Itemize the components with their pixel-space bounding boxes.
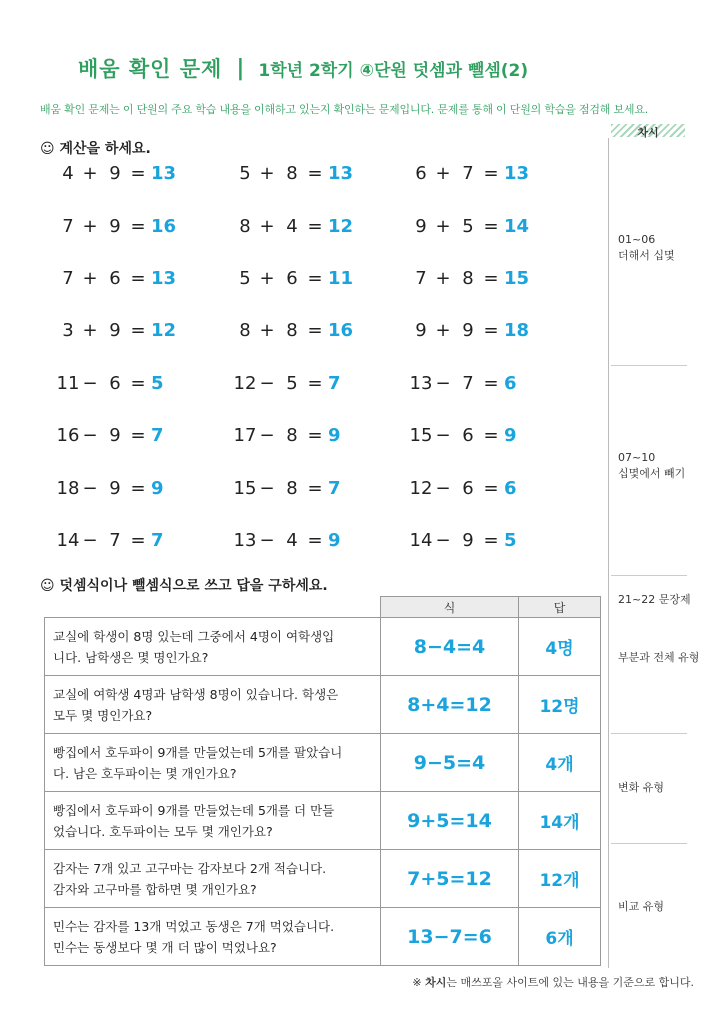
answer-cell: 14개 [519, 792, 601, 850]
equals-sign: = [130, 268, 146, 289]
answer-value: 6 [504, 373, 517, 394]
equals-sign: = [307, 530, 323, 551]
intro-text: 배움 확인 문제는 이 단원의 주요 학습 내용을 이해하고 있는지 확인하는 문제입니다. 문제를 통해 이 단원의 학습을 점검해 보세요. [40, 103, 649, 116]
operand-b: 8 [286, 320, 298, 341]
operand-b: 7 [462, 373, 474, 394]
question-line: 감자와 고구마를 합하면 몇 개인가요? [53, 881, 257, 897]
operator: − [82, 478, 98, 499]
operand-b: 9 [462, 320, 474, 341]
sidebar-section-code: 01~06 [618, 233, 656, 246]
operator: + [435, 268, 451, 289]
equals-sign: = [130, 478, 146, 499]
operand-b: 9 [109, 478, 121, 499]
formula-cell: 7+5=12 [381, 850, 519, 908]
formula-cell: 13−7=6 [381, 908, 519, 966]
equals-sign: = [483, 320, 499, 341]
page-header [78, 50, 528, 86]
table-row [45, 676, 601, 734]
equals-sign: = [130, 530, 146, 551]
question-line: 빵집에서 호두파이 9개를 만들었는데 5개를 팔았습니 [53, 744, 343, 760]
question-line: 민수는 감자를 13개 먹었고 동생은 7개 먹었습니다. [53, 918, 335, 934]
equals-sign: = [307, 320, 323, 341]
sidebar-divider [608, 138, 609, 968]
question-cell [45, 908, 381, 966]
table-row [45, 734, 601, 792]
operator: + [259, 268, 275, 289]
answer-value: 9 [328, 530, 341, 551]
operand-a: 3 [62, 320, 74, 341]
operand-b: 9 [109, 320, 121, 341]
answer-cell: 4개 [519, 734, 601, 792]
operand-a: 4 [62, 163, 74, 184]
answer-value: 11 [328, 268, 354, 289]
operand-a: 15 [233, 478, 257, 499]
table-header-formula: 식 [381, 597, 519, 618]
operator: − [82, 530, 98, 551]
sidebar-section-name: 십몇에서 빼기 [618, 467, 686, 480]
operand-a: 18 [56, 478, 80, 499]
table-row [45, 850, 601, 908]
question-line: 니다. 남학생은 몇 명인가요? [53, 649, 209, 665]
question-cell [45, 850, 381, 908]
equals-sign: = [307, 268, 323, 289]
answer-cell: 12명 [519, 676, 601, 734]
answer-value: 9 [504, 425, 517, 446]
answer-value: 6 [504, 478, 517, 499]
sidebar-section-divider [611, 575, 687, 576]
operator: + [259, 216, 275, 237]
formula-cell: 9+5=14 [381, 792, 519, 850]
operand-a: 12 [233, 373, 257, 394]
operator: + [435, 163, 451, 184]
equals-sign: = [130, 373, 146, 394]
sidebar-section-divider [611, 733, 687, 734]
question-line: 빵집에서 호두파이 9개를 만들었는데 5개를 더 만들 [53, 802, 335, 818]
word-problem-table [44, 596, 601, 966]
question-cell [45, 618, 381, 676]
footnote-text: 는 매쓰포올 사이트에 있는 내용을 기준으로 합니다. [446, 976, 694, 989]
operand-b: 6 [109, 268, 121, 289]
question-line: 모두 몇 명인가요? [53, 707, 153, 723]
formula-cell: 8−4=4 [381, 618, 519, 676]
answer-value: 13 [151, 163, 177, 184]
section-heading-word: ☺ 덧셈식이나 뺄셈식으로 쓰고 답을 구하세요. [40, 578, 328, 594]
question-line: 다. 남은 호두파이는 몇 개인가요? [53, 765, 237, 781]
answer-cell: 4명 [519, 618, 601, 676]
operand-a: 5 [239, 163, 251, 184]
answer-value: 14 [504, 216, 530, 237]
sidebar-title: 차시 [637, 126, 659, 139]
operand-b: 8 [286, 478, 298, 499]
equals-sign: = [130, 320, 146, 341]
equals-sign: = [483, 478, 499, 499]
question-line: 교실에 학생이 8명 있는데 그중에서 4명이 여학생입 [53, 628, 335, 644]
answer-value: 9 [151, 478, 164, 499]
equals-sign: = [307, 373, 323, 394]
table-row [45, 618, 601, 676]
equals-sign: = [307, 478, 323, 499]
sidebar-section-5 [618, 899, 664, 915]
equals-sign: = [307, 425, 323, 446]
sidebar-section-name: 더해서 십몇 [618, 249, 675, 262]
operator: − [435, 373, 451, 394]
operator: + [435, 216, 451, 237]
equals-sign: = [307, 163, 323, 184]
answer-value: 15 [504, 268, 530, 289]
answer-value: 7 [328, 478, 341, 499]
answer-cell: 6개 [519, 908, 601, 966]
operand-b: 5 [462, 216, 474, 237]
answer-value: 18 [504, 320, 530, 341]
equals-sign: = [483, 163, 499, 184]
footnote-prefix: ※ [412, 976, 426, 989]
operand-b: 4 [286, 216, 298, 237]
operator: − [259, 373, 275, 394]
answer-value: 12 [151, 320, 177, 341]
table-row [45, 792, 601, 850]
sidebar-section-2 [618, 450, 685, 482]
operand-a: 17 [233, 425, 257, 446]
operand-b: 5 [286, 373, 298, 394]
equals-sign: = [307, 216, 323, 237]
sidebar-section-3 [618, 592, 699, 666]
sidebar-section-code: 07~10 [618, 451, 656, 464]
sidebar-section-code: 21~22 문장제 [618, 593, 691, 606]
sidebar-section-name: 비교 유형 [618, 900, 665, 913]
equals-sign: = [483, 216, 499, 237]
operand-a: 8 [239, 216, 251, 237]
question-line: 감자는 7개 있고 고구마는 감자보다 2개 적습니다. [53, 860, 327, 876]
question-line: 교실에 여학생 4명과 남학생 8명이 있습니다. 학생은 [53, 686, 339, 702]
sidebar-section-name: 부분과 전체 유형 [618, 651, 700, 664]
operand-b: 6 [109, 373, 121, 394]
title-separator: | [236, 55, 245, 81]
footnote-bold: 차시 [425, 976, 447, 989]
operand-b: 7 [462, 163, 474, 184]
sidebar-section-divider [611, 365, 687, 366]
answer-value: 13 [504, 163, 530, 184]
answer-value: 16 [328, 320, 354, 341]
operand-a: 9 [415, 216, 427, 237]
operand-a: 15 [409, 425, 433, 446]
operand-a: 12 [409, 478, 433, 499]
operator: − [435, 425, 451, 446]
operator: − [259, 478, 275, 499]
equals-sign: = [130, 216, 146, 237]
table-row [45, 908, 601, 966]
operand-a: 7 [62, 268, 74, 289]
operand-a: 16 [56, 425, 80, 446]
answer-value: 7 [328, 373, 341, 394]
operand-b: 9 [109, 163, 121, 184]
operand-b: 8 [462, 268, 474, 289]
table-header-blank [45, 597, 381, 618]
operand-a: 14 [56, 530, 80, 551]
equals-sign: = [483, 530, 499, 551]
answer-value: 12 [328, 216, 354, 237]
operator: + [82, 268, 98, 289]
operand-b: 8 [286, 425, 298, 446]
question-cell [45, 792, 381, 850]
operand-b: 9 [109, 425, 121, 446]
operand-a: 6 [415, 163, 427, 184]
operator: − [435, 530, 451, 551]
operand-a: 14 [409, 530, 433, 551]
operand-a: 7 [415, 268, 427, 289]
operand-a: 8 [239, 320, 251, 341]
operand-a: 9 [415, 320, 427, 341]
operator: + [259, 163, 275, 184]
equals-sign: = [483, 425, 499, 446]
operator: + [259, 320, 275, 341]
question-line: 민수는 동생보다 몇 개 더 많이 먹었나요? [53, 939, 277, 955]
answer-value: 13 [328, 163, 354, 184]
footnote [412, 974, 694, 990]
answer-value: 16 [151, 216, 177, 237]
question-line: 었습니다. 호두파이는 모두 몇 개인가요? [53, 823, 273, 839]
operand-b: 9 [462, 530, 474, 551]
sidebar-section-1 [618, 232, 675, 264]
operand-a: 7 [62, 216, 74, 237]
sidebar-section-name: 변화 유형 [618, 781, 665, 794]
section-heading-calc: ☺ 계산을 하세요. [40, 141, 151, 157]
operator: + [435, 320, 451, 341]
operand-b: 6 [286, 268, 298, 289]
answer-cell: 12개 [519, 850, 601, 908]
operator: − [259, 425, 275, 446]
formula-cell: 8+4=12 [381, 676, 519, 734]
operator: − [259, 530, 275, 551]
operand-b: 8 [286, 163, 298, 184]
page-title: 배움 확인 문제 [78, 57, 223, 81]
equals-sign: = [130, 425, 146, 446]
answer-value: 7 [151, 425, 164, 446]
operand-b: 4 [286, 530, 298, 551]
page-subtitle: 1학년 2학기 ④단원 덧셈과 뺄셈(2) [258, 60, 529, 81]
question-cell [45, 676, 381, 734]
operator: + [82, 163, 98, 184]
answer-value: 7 [151, 530, 164, 551]
table-header-row [45, 597, 601, 618]
formula-cell: 9−5=4 [381, 734, 519, 792]
operator: − [82, 425, 98, 446]
operand-b: 7 [109, 530, 121, 551]
answer-value: 5 [151, 373, 164, 394]
equals-sign: = [483, 268, 499, 289]
answer-value: 9 [328, 425, 341, 446]
operator: + [82, 320, 98, 341]
operand-a: 11 [56, 373, 80, 394]
operator: − [82, 373, 98, 394]
operand-b: 9 [109, 216, 121, 237]
operand-a: 5 [239, 268, 251, 289]
equals-sign: = [483, 373, 499, 394]
sidebar-section-divider [611, 843, 687, 844]
operand-a: 13 [409, 373, 433, 394]
operand-b: 6 [462, 478, 474, 499]
operand-b: 6 [462, 425, 474, 446]
operator: − [435, 478, 451, 499]
answer-value: 13 [151, 268, 177, 289]
question-cell [45, 734, 381, 792]
table-header-answer: 답 [519, 597, 601, 618]
sidebar-section-4 [618, 780, 664, 796]
answer-value: 5 [504, 530, 517, 551]
equals-sign: = [130, 163, 146, 184]
operator: + [82, 216, 98, 237]
operand-a: 13 [233, 530, 257, 551]
